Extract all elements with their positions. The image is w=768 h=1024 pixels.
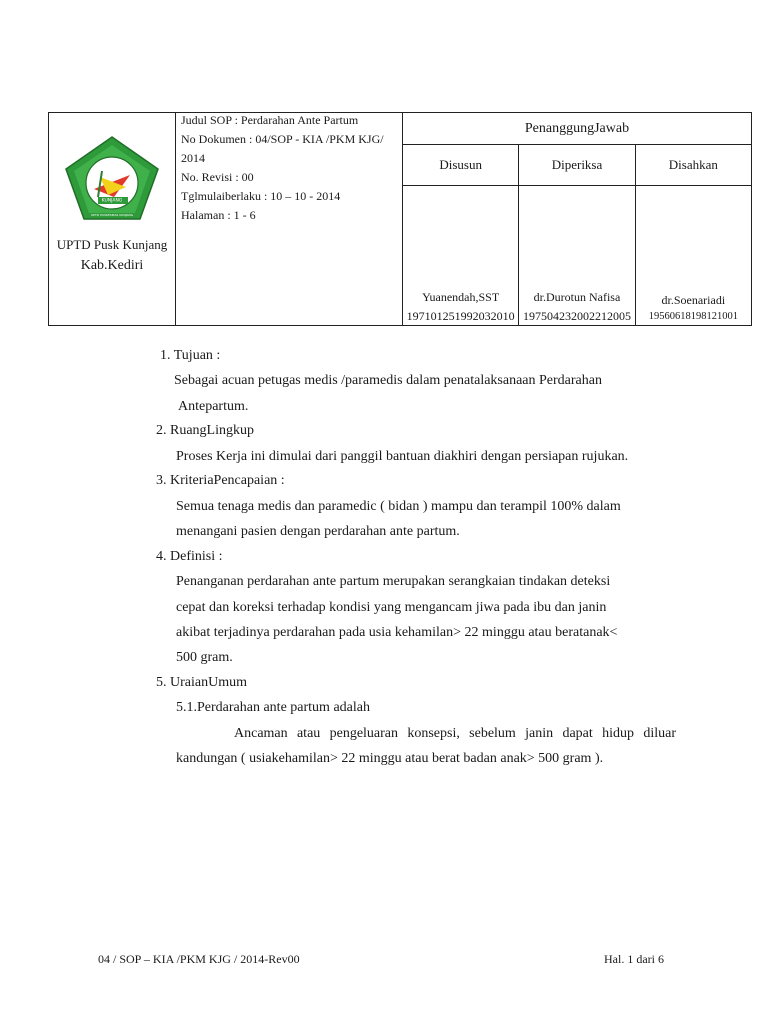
doc-title-line: Judul SOP : Perdarahan Ante Partum: [181, 113, 359, 127]
doc-number-line: No Dokumen : 04/SOP - KIA /PKM KJG/: [181, 132, 384, 146]
signature-prepared: [403, 186, 519, 326]
org-name-line2: Kab.Kediri: [80, 258, 144, 273]
paragraph-line: kandungan ( usiakehamilan> 22 minggu atau berat badan anak> 500 gram ).: [176, 751, 604, 766]
org-name-line1: UPTD Pusk Kunjang: [56, 237, 168, 252]
doc-number-cont-line: 2014: [181, 151, 205, 165]
footer-page-number: Hal. 1 dari 6: [604, 952, 664, 966]
footer-doc-code: 04 / SOP – KIA /PKM KJG / 2014-Rev00: [98, 952, 300, 966]
paragraph-line: Antepartum.: [178, 399, 249, 414]
subsection-heading: 5.1.Perdarahan ante partum adalah: [176, 700, 370, 715]
page-range-line: Halaman : 1 - 6: [181, 208, 256, 222]
section-heading-definition: 4. Definisi :: [156, 549, 223, 564]
signer-name: dr.Soenariadi: [661, 293, 726, 307]
role-checked: Diperiksa: [519, 145, 635, 186]
paragraph-line: Penanganan perdarahan ante partum merupakan serangkaian tindakan deteksi: [176, 574, 611, 589]
signer-name: dr.Durotun Nafisa: [533, 290, 621, 304]
document-info-cell: [176, 113, 403, 326]
paragraph-line: Proses Kerja ini dimulai dari panggil bantuan diakhiri dengan persiapan rujukan.: [176, 449, 629, 464]
logo-year-text: 1933: [106, 158, 118, 163]
signer-nip: 19560618198121001: [648, 311, 738, 322]
role-prepared: Disusun: [403, 145, 519, 186]
signer-name: Yuanendah,SST: [422, 290, 500, 304]
puskesmas-logo: [64, 135, 160, 221]
signature-approved: [635, 186, 751, 326]
paragraph-line: 500 gram.: [176, 650, 233, 665]
logo-cell: [49, 113, 176, 326]
paragraph-line: cepat dan koreksi terhadap kondisi yang mengancam jiwa pada ibu dan janin: [176, 600, 607, 615]
signer-nip: 197504232002212005: [522, 309, 631, 323]
paragraph-line: menangani pasien dengan perdarahan ante partum.: [176, 524, 460, 539]
role-approved: Disahkan: [635, 145, 751, 186]
section-heading-purpose: 1. Tujuan :: [160, 348, 221, 363]
logo-banner-text: KUNJANG: [101, 198, 123, 204]
section-heading-criteria: 3. KriteriaPencapaian :: [156, 473, 285, 488]
section-heading-general: 5. UraianUmum: [156, 675, 247, 690]
signer-nip: 197101251992032010: [406, 309, 515, 323]
paragraph-line: akibat terjadinya perdarahan pada usia kehamilan> 22 minggu atau beratanak<: [176, 625, 618, 640]
paragraph-line: Sebagai acuan petugas medis /paramedis dalam penatalaksanaan Perdarahan: [174, 373, 602, 388]
responsible-title: PenanggungJawab: [403, 113, 752, 145]
effective-date-line: Tglmulaiberlaku : 10 – 10 - 2014: [181, 189, 341, 203]
sop-header-table: [48, 112, 752, 326]
logo-subtitle-text: UPTD PUSKESMAS KUNJANG: [90, 213, 134, 217]
signature-checked: [519, 186, 635, 326]
paragraph-line: Ancaman atau pengeluaran konsepsi, sebelum janin dapat hidup diluar: [234, 726, 676, 741]
puskesmas-logo-icon: [64, 135, 160, 221]
revision-line: No. Revisi : 00: [181, 170, 254, 184]
section-heading-scope: 2. RuangLingkup: [156, 423, 254, 438]
paragraph-line: Semua tenaga medis dan paramedic ( bidan ) mampu dan terampil 100% dalam: [176, 499, 621, 514]
